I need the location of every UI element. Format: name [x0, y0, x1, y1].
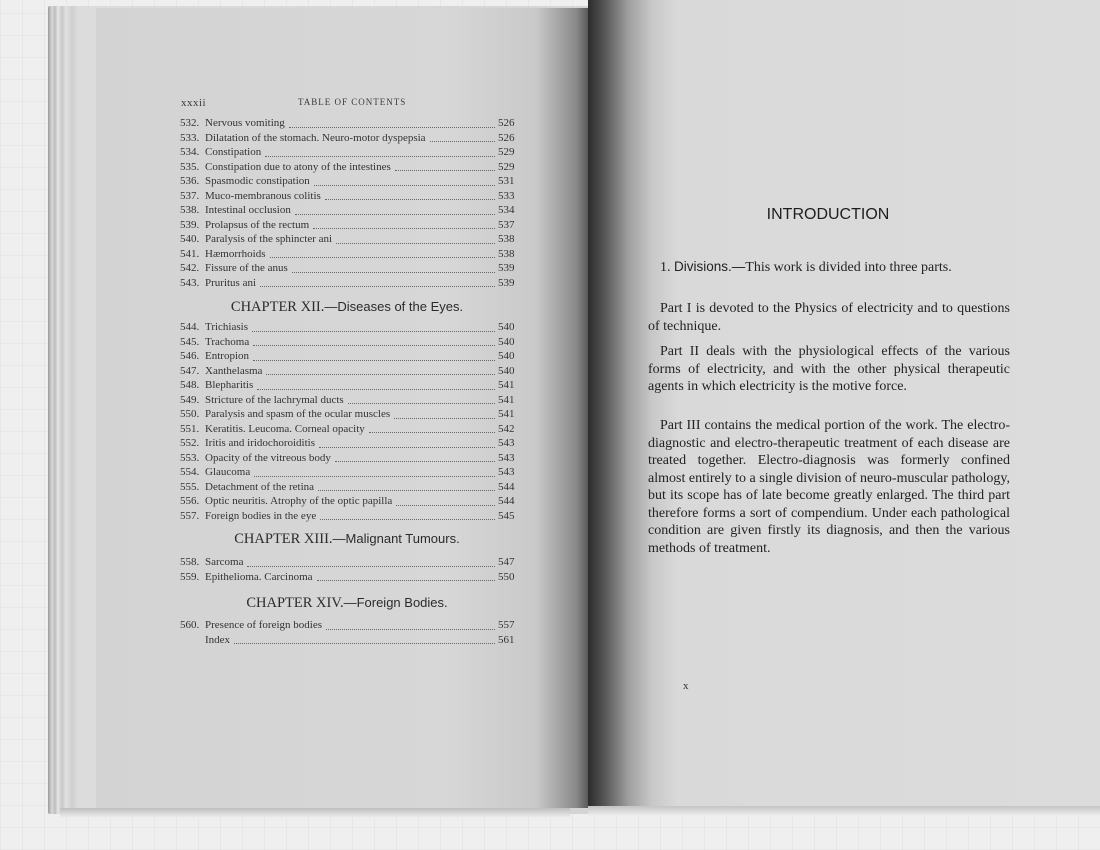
toc-entry-page: 543 — [498, 451, 515, 464]
toc-dot-leader — [292, 271, 495, 273]
toc-entry-title: Index — [205, 633, 231, 646]
toc-dot-leader — [252, 330, 495, 332]
toc-entry-page: 538 — [498, 233, 515, 245]
page-number-right: x — [683, 680, 689, 692]
toc-dot-leader — [253, 359, 495, 361]
toc-dot-leader — [369, 431, 495, 433]
toc-entry-title: Epithelioma. Carcinoma — [205, 570, 313, 583]
toc-entry-page: 526 — [498, 131, 515, 144]
toc-entry-title: Constipation due to atony of the intestines — [205, 160, 391, 173]
toc-entry-page: 534 — [498, 204, 515, 216]
toc-group-chapter-12 — [180, 320, 514, 523]
toc-entry-page: 561 — [498, 633, 515, 646]
toc-entry — [180, 335, 514, 350]
toc-entry-title: Keratitis. Leucoma. Corneal opacity — [205, 422, 365, 435]
toc-entry-title: Stricture of the lachrymal ducts — [205, 393, 344, 406]
toc-entry-number: 548. — [180, 379, 200, 391]
paragraph-part-3: Part III contains the medical portion of the work. The electro-diagnostic and electro-therapeutic treatment of each disease are treated together. Electro-diagnosis was formerly confined almost entirely to a single division of neuro-muscular pathology, but its scope has of late become greatly enlarged. The third part therefore forms a sort of compendium. Under each pathological condition are given firstly its diagnosis, and then the various methods of treatment. — [648, 418, 1010, 556]
toc-entry — [180, 320, 514, 335]
toc-dot-leader — [247, 565, 495, 567]
toc-entry — [180, 451, 514, 466]
chapter-label: CHAPTER XIII. — [234, 531, 333, 547]
toc-entry-title: Trachoma — [205, 335, 250, 348]
toc-entry-page: 529 — [498, 160, 515, 173]
toc-dot-leader — [326, 628, 495, 630]
toc-group-chapter-11 — [180, 116, 514, 290]
toc-entry-number: 533. — [180, 131, 200, 144]
toc-dot-leader — [295, 213, 495, 215]
toc-entry-number: 541. — [180, 247, 200, 260]
section-lead: Divisions.— — [674, 259, 746, 274]
toc-entry-page: 539 — [498, 262, 515, 274]
right-page — [588, 0, 1100, 810]
chapter-title: —Malignant Tumours. — [332, 531, 460, 546]
toc-entry-number: 550. — [180, 408, 200, 420]
toc-entry-number: 560. — [180, 619, 200, 631]
toc-entry-number: 558. — [180, 556, 200, 568]
toc-dot-leader — [317, 579, 495, 581]
toc-entry-number: 545. — [180, 335, 200, 348]
toc-entry-number: 556. — [180, 495, 200, 507]
toc-entry-page: 543 — [498, 466, 515, 478]
toc-entry — [180, 436, 514, 451]
toc-group-chapter-13 — [180, 555, 514, 584]
paragraph-part-1: Part I is devoted to the Physics of electricity and to questions of technique. — [648, 301, 1010, 334]
toc-dot-leader — [320, 518, 495, 520]
toc-entry-title: Intestinal occlusion — [205, 204, 291, 216]
section-number: 1. — [660, 260, 671, 275]
toc-entry — [180, 480, 514, 495]
toc-entry — [180, 422, 514, 437]
chapter-label: CHAPTER XIV. — [246, 595, 344, 611]
toc-entry-title: Blepharitis — [205, 379, 254, 391]
toc-entry-title: Glaucoma — [205, 466, 251, 478]
toc-entry-page: 547 — [498, 556, 515, 568]
chapter-heading-13 — [180, 531, 514, 548]
toc-entry-title: Nervous vomiting — [205, 117, 285, 129]
toc-entry-page: 550 — [498, 570, 515, 583]
toc-dot-leader — [254, 475, 495, 477]
toc-entry-title: Fissure of the anus — [205, 262, 288, 274]
toc-dot-leader — [325, 198, 495, 200]
toc-dot-leader — [234, 642, 495, 644]
toc-entry — [180, 349, 514, 364]
toc-entry — [180, 189, 514, 204]
toc-entry — [180, 116, 514, 131]
toc-entry-title: Paralysis and spasm of the ocular muscles — [205, 408, 391, 420]
toc-entry-number: 553. — [180, 451, 200, 464]
toc-dot-leader — [394, 417, 495, 419]
chapter-label: CHAPTER XII. — [230, 299, 325, 315]
toc-entry — [180, 203, 514, 218]
toc-entry-title: Dilatation of the stomach. Neuro-motor dyspepsia — [205, 131, 426, 144]
toc-entry — [180, 465, 514, 480]
toc-entry — [180, 407, 514, 422]
toc-entry-title: Optic neuritis. Atrophy of the optic papilla — [205, 495, 393, 507]
toc-dot-leader — [348, 402, 495, 404]
toc-entry — [180, 378, 514, 393]
toc-entry — [180, 618, 514, 633]
toc-entry — [180, 145, 514, 160]
toc-entry-title: Prolapsus of the rectum — [205, 218, 310, 231]
toc-entry-number: 540. — [180, 233, 200, 245]
toc-entry-number: 532. — [180, 117, 200, 129]
toc-entry — [180, 232, 514, 247]
toc-dot-leader — [336, 242, 495, 244]
toc-entry-number: 534. — [180, 146, 200, 158]
toc-entry-number: 546. — [180, 350, 200, 362]
toc-entry-title: Pruritus ani — [205, 276, 257, 289]
toc-entry-page: 531 — [498, 175, 515, 187]
toc-entry-number: 551. — [180, 422, 200, 435]
toc-dot-leader — [260, 285, 495, 287]
toc-entry-number: 555. — [180, 480, 200, 493]
toc-entry-title: Paralysis of the sphincter ani — [205, 233, 333, 245]
toc-entry-number: 539. — [180, 218, 200, 231]
toc-entry-page: 539 — [498, 276, 515, 289]
running-head: TABLE OF CONTENTS — [298, 97, 407, 107]
toc-entry-title: Trichiasis — [205, 321, 248, 333]
toc-entry — [180, 218, 514, 233]
toc-dot-leader — [430, 140, 495, 142]
toc-dot-leader — [253, 344, 495, 346]
toc-entry-number: 547. — [180, 364, 200, 377]
toc-entry — [180, 570, 514, 585]
toc-dot-leader — [257, 388, 495, 390]
chapter-title: —Diseases of the Eyes. — [324, 299, 464, 314]
toc-entry-page: 526 — [498, 117, 515, 129]
toc-entry — [180, 393, 514, 408]
toc-entry-page: 540 — [498, 321, 515, 333]
right-page-shadow — [588, 806, 1100, 816]
toc-entry — [180, 494, 514, 509]
paragraph-text: This work is divided into three parts. — [745, 260, 952, 275]
toc-entry-number: 544. — [180, 321, 200, 333]
toc-entry-page: 543 — [498, 437, 515, 449]
toc-dot-leader — [335, 460, 495, 462]
toc-entry-number: 549. — [180, 393, 200, 406]
paragraph-divisions — [648, 258, 1010, 277]
toc-group-chapter-14 — [180, 618, 514, 647]
toc-entry-number: 559. — [180, 570, 200, 583]
toc-dot-leader — [395, 169, 495, 171]
toc-entry-title: Muco-membranous colitis — [205, 189, 321, 202]
toc-entry — [180, 509, 514, 524]
toc-entry-title: Opacity of the vitreous body — [205, 451, 331, 464]
toc-entry — [180, 261, 514, 276]
chapter-heading-14 — [180, 595, 514, 612]
toc-entry — [180, 633, 514, 648]
toc-entry-page: 537 — [498, 218, 515, 231]
toc-entry-page: 557 — [498, 619, 515, 631]
toc-entry-title: Iritis and iridochoroiditis — [205, 437, 315, 449]
toc-dot-leader — [314, 184, 495, 186]
page-title: INTRODUCTION — [766, 206, 890, 223]
toc-entry-title: Entropion — [205, 350, 249, 362]
toc-entry-number: 554. — [180, 466, 200, 478]
toc-entry-page: 542 — [498, 422, 515, 435]
toc-entry — [180, 131, 514, 146]
toc-entry — [180, 276, 514, 291]
toc-dot-leader — [318, 489, 495, 491]
toc-entry-number: 537. — [180, 189, 200, 202]
toc-entry-title: Foreign bodies in the eye — [205, 509, 317, 522]
toc-entry-title: Presence of foreign bodies — [205, 619, 322, 631]
toc-dot-leader — [270, 256, 496, 258]
toc-dot-leader — [289, 126, 495, 128]
toc-dot-leader — [396, 504, 495, 506]
toc-entry — [180, 174, 514, 189]
left-page-shadow — [60, 808, 570, 818]
toc-entry-number: 536. — [180, 175, 200, 187]
toc-entry — [180, 364, 514, 379]
toc-entry-title: Constipation — [205, 146, 262, 158]
toc-entry-page: 541 — [498, 408, 515, 420]
toc-entry-title: Xanthelasma — [205, 364, 263, 377]
toc-entry-page: 541 — [498, 379, 515, 391]
toc-entry-number: 543. — [180, 276, 200, 289]
chapter-heading-12 — [180, 299, 514, 316]
toc-entry-page: 540 — [498, 335, 515, 348]
paragraph-part-2: Part II deals with the physiological effects of the various forms of electricity, and with the other physical therapeutic agents in which electricity is the motive force. — [648, 344, 1010, 394]
toc-entry-title: Spasmodic constipation — [205, 175, 310, 187]
toc-entry — [180, 160, 514, 175]
toc-entry-page: 529 — [498, 146, 515, 158]
page-number-left: xxxii — [181, 97, 207, 109]
toc-entry-number: 552. — [180, 437, 200, 449]
toc-entry-page: 545 — [498, 509, 515, 522]
chapter-title: —Foreign Bodies. — [343, 595, 448, 610]
toc-entry-number: 538. — [180, 204, 200, 216]
toc-entry-page: 540 — [498, 350, 515, 362]
toc-entry-title: Hæmorrhoids — [205, 247, 266, 260]
toc-dot-leader — [265, 155, 495, 157]
toc-entry-title: Detachment of the retina — [205, 480, 315, 493]
toc-dot-leader — [266, 373, 495, 375]
toc-entry-number: 535. — [180, 160, 200, 173]
toc-entry-page: 544 — [498, 495, 515, 507]
toc-entry-page: 540 — [498, 364, 515, 377]
toc-entry-page: 533 — [498, 189, 515, 202]
toc-entry-page: 538 — [498, 247, 515, 260]
toc-dot-leader — [319, 446, 495, 448]
toc-entry-page: 541 — [498, 393, 515, 406]
toc-entry — [180, 247, 514, 262]
toc-entry-number: 542. — [180, 262, 200, 274]
toc-dot-leader — [313, 227, 495, 229]
toc-entry-page: 544 — [498, 480, 515, 493]
toc-entry-title: Sarcoma — [205, 556, 244, 568]
toc-entry-number: 557. — [180, 509, 200, 522]
toc-entry — [180, 555, 514, 570]
